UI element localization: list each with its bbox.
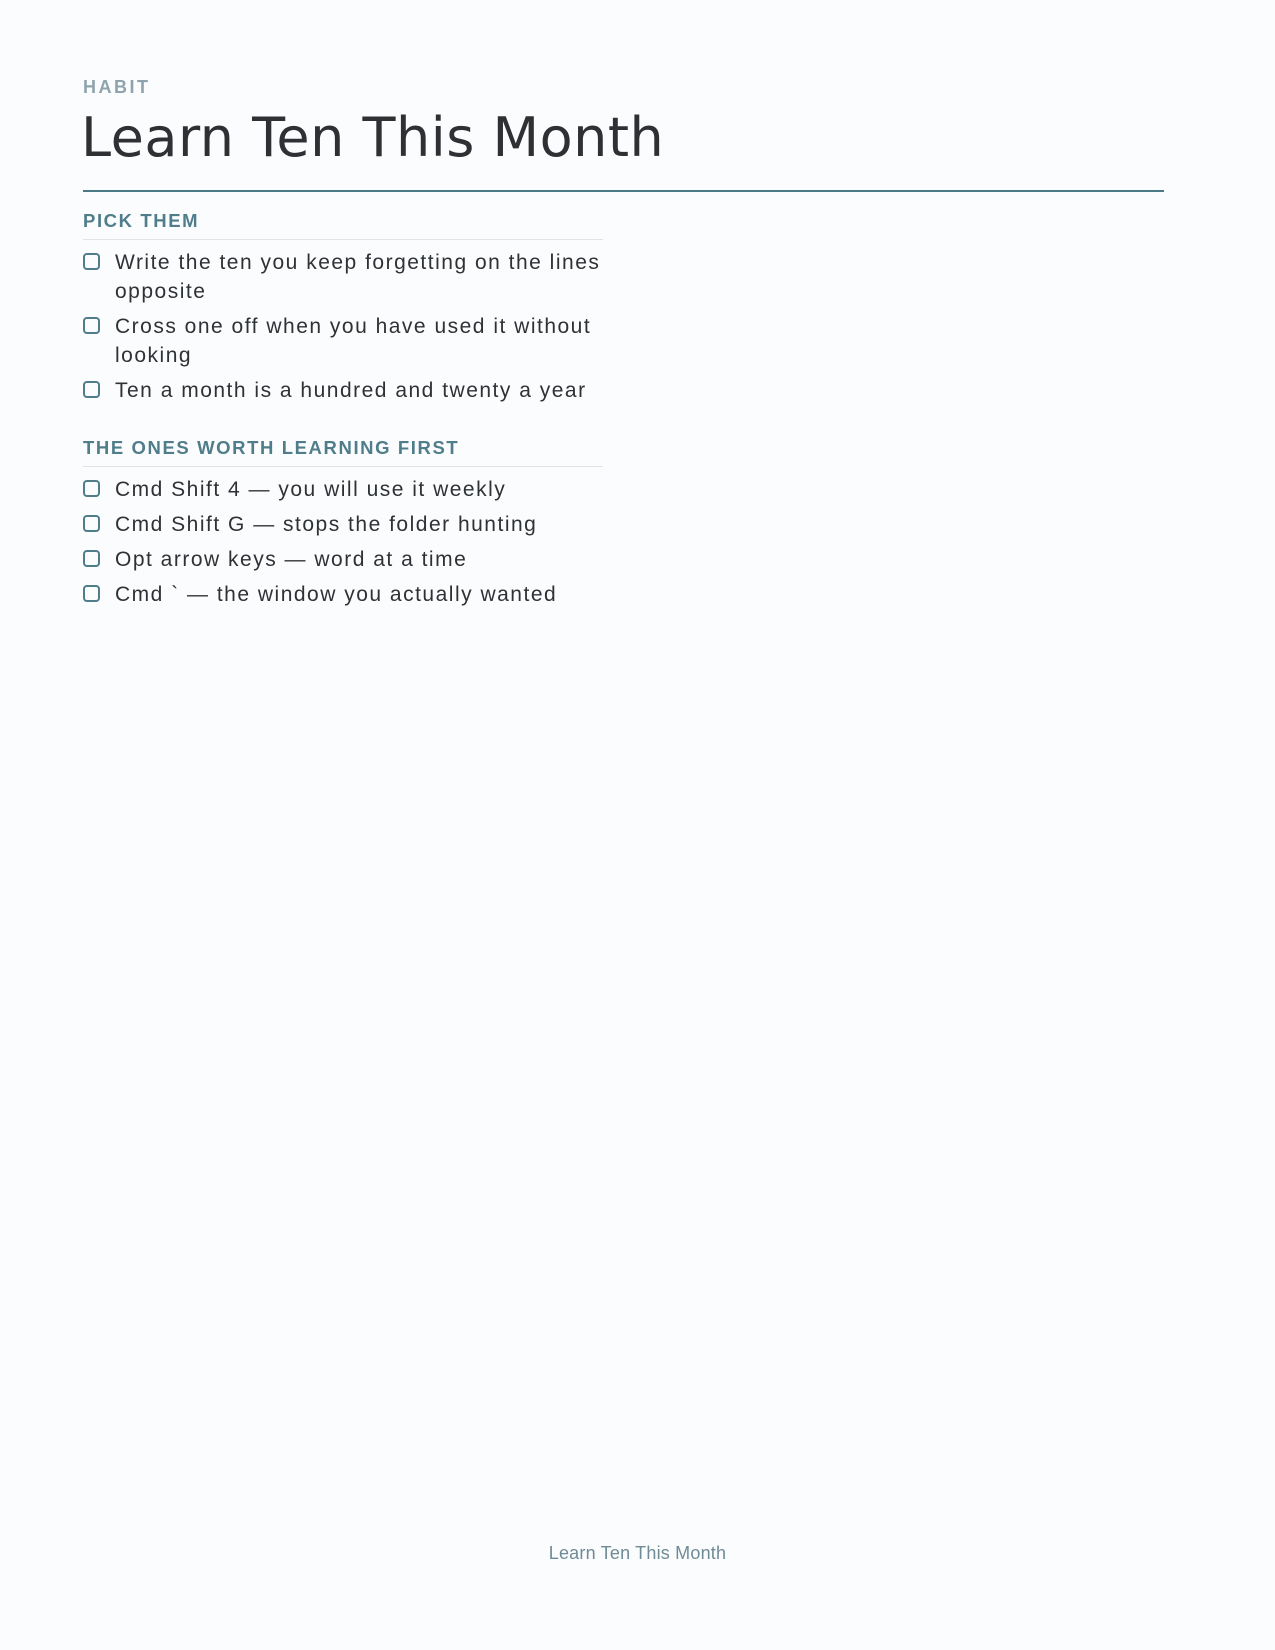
section-pick-them bbox=[83, 210, 603, 405]
checklist-item-label: Opt arrow keys — word at a time bbox=[115, 548, 468, 571]
checklist-item bbox=[83, 475, 675, 504]
page-footer: Learn Ten This Month bbox=[548, 1543, 727, 1563]
checkbox-icon[interactable] bbox=[83, 253, 100, 270]
checklist-item bbox=[83, 545, 675, 574]
checklist-item bbox=[83, 312, 675, 370]
checklist-item-label: Cross one off when you have used it without looking bbox=[115, 315, 592, 367]
category-label: HABIT bbox=[83, 77, 151, 97]
checklist-item bbox=[83, 248, 675, 306]
checklist-item bbox=[83, 510, 675, 539]
checkbox-icon[interactable] bbox=[83, 480, 100, 497]
checklist-item-label: Cmd ` — the window you actually wanted bbox=[115, 583, 558, 606]
checklist bbox=[83, 248, 603, 405]
checklist-item-label: Cmd Shift 4 — you will use it weekly bbox=[115, 478, 507, 501]
section-heading: THE ONES WORTH LEARNING FIRST bbox=[83, 437, 603, 467]
checklist-item bbox=[83, 580, 675, 609]
checkbox-icon[interactable] bbox=[83, 317, 100, 334]
checklist bbox=[83, 475, 603, 609]
checklist-item-label: Write the ten you keep forgetting on the lines opposite bbox=[115, 251, 601, 303]
checklist-item-label: Ten a month is a hundred and twenty a year bbox=[115, 379, 587, 402]
section-worth-learning-first bbox=[83, 437, 603, 609]
checkbox-icon[interactable] bbox=[83, 515, 100, 532]
section-heading: PICK THEM bbox=[83, 210, 603, 240]
document-page bbox=[83, 0, 1164, 1650]
title-divider bbox=[83, 190, 1164, 192]
checkbox-icon[interactable] bbox=[83, 550, 100, 567]
checkbox-icon[interactable] bbox=[83, 381, 100, 398]
checklist-item bbox=[83, 376, 675, 405]
checklist-item-label: Cmd Shift G — stops the folder hunting bbox=[115, 513, 538, 536]
checkbox-icon[interactable] bbox=[83, 585, 100, 602]
page-title: Learn Ten This Month bbox=[81, 106, 665, 169]
